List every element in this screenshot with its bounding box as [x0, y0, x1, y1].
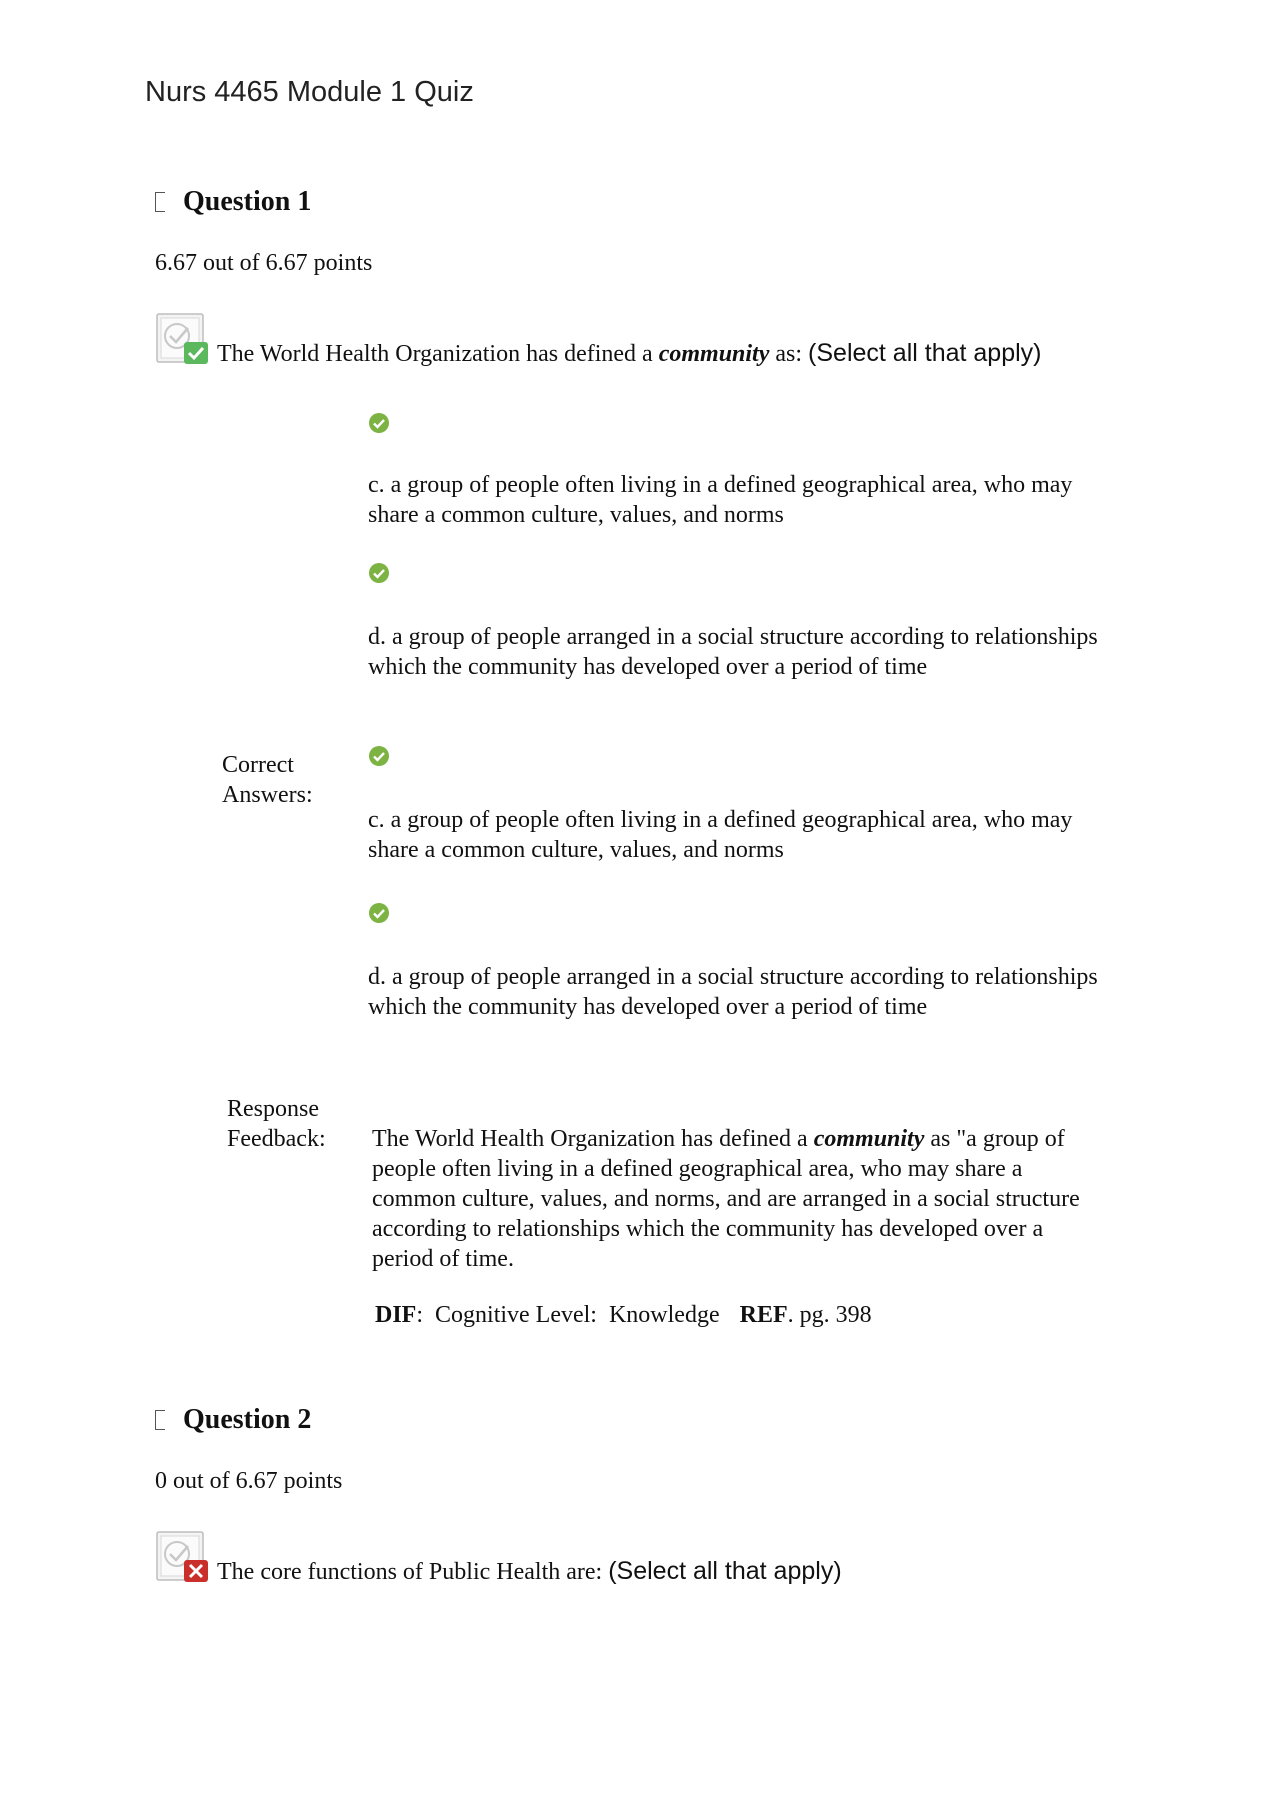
feedback-text-before: The World Health Organization has defined a — [372, 1126, 814, 1152]
correct-icon — [155, 312, 211, 368]
incorrect-icon — [155, 1530, 211, 1586]
question-2-prompt — [155, 1530, 842, 1586]
check-circle-icon — [368, 412, 390, 434]
selected-answer-c — [368, 412, 1098, 530]
question-1-prompt — [155, 312, 1042, 368]
question-1-prompt-text: The World Health Organization has defined a — [217, 341, 659, 367]
difficulty-reference-line — [375, 1302, 872, 1329]
correct-answer-d — [368, 902, 1098, 1022]
dif-label: DIF — [375, 1302, 417, 1328]
correct-answer-c — [368, 745, 1098, 865]
question-2-title: Question 2 — [183, 1404, 312, 1435]
collapse-bracket-icon[interactable] — [155, 192, 165, 212]
question-1-prompt-after: as: — [769, 341, 809, 367]
select-all-note: (Select all that apply) — [608, 1557, 842, 1585]
question-2-prompt-text: The core functions of Public Health are: — [217, 1559, 609, 1585]
correct-answer-c-text: c. a group of people often living in a defined geographical area, who may share a common culture, values, and norms — [368, 807, 1073, 863]
correct-answer-d-text: d. a group of people arranged in a social structure according to relationships which the community has developed over a period of time — [368, 964, 1098, 1020]
question-2-heading — [155, 1404, 311, 1436]
response-feedback-text — [372, 1124, 1102, 1274]
dif-value: : Cognitive Level: Knowledge — [416, 1302, 720, 1328]
feedback-text-after: as "a group of people often living in a defined geographical area, who may share a common culture, values, and norms, and are arranged in a social structure according to relationships which the community has developed over a period of time. — [372, 1126, 1080, 1272]
question-1-heading — [155, 186, 311, 218]
check-circle-icon — [368, 902, 390, 924]
collapse-bracket-icon[interactable] — [155, 1410, 165, 1430]
check-circle-icon — [368, 562, 390, 584]
ref-label: REF — [739, 1302, 788, 1328]
selected-answer-d-text: d. a group of people arranged in a social structure according to relationships which the community has developed over a period of time — [368, 624, 1098, 680]
question-2-points: 0 out of 6.67 points — [155, 1468, 343, 1494]
selected-answer-d — [368, 562, 1098, 682]
response-feedback-label: Response Feedback: — [227, 1096, 326, 1152]
question-1-points: 6.67 out of 6.67 points — [155, 250, 373, 276]
correct-answers-label: Correct Answers: — [222, 752, 313, 808]
ref-value: . pg. 398 — [787, 1302, 872, 1328]
question-1-title: Question 1 — [183, 186, 312, 217]
selected-answer-c-text: c. a group of people often living in a defined geographical area, who may share a common culture, values, and norms — [368, 472, 1073, 528]
check-circle-icon — [368, 745, 390, 767]
select-all-note: (Select all that apply) — [808, 339, 1042, 367]
question-1-prompt-emphasis: community — [658, 341, 770, 367]
document-title: Nurs 4465 Module 1 Quiz — [145, 76, 474, 108]
feedback-emphasis: community — [813, 1126, 925, 1152]
